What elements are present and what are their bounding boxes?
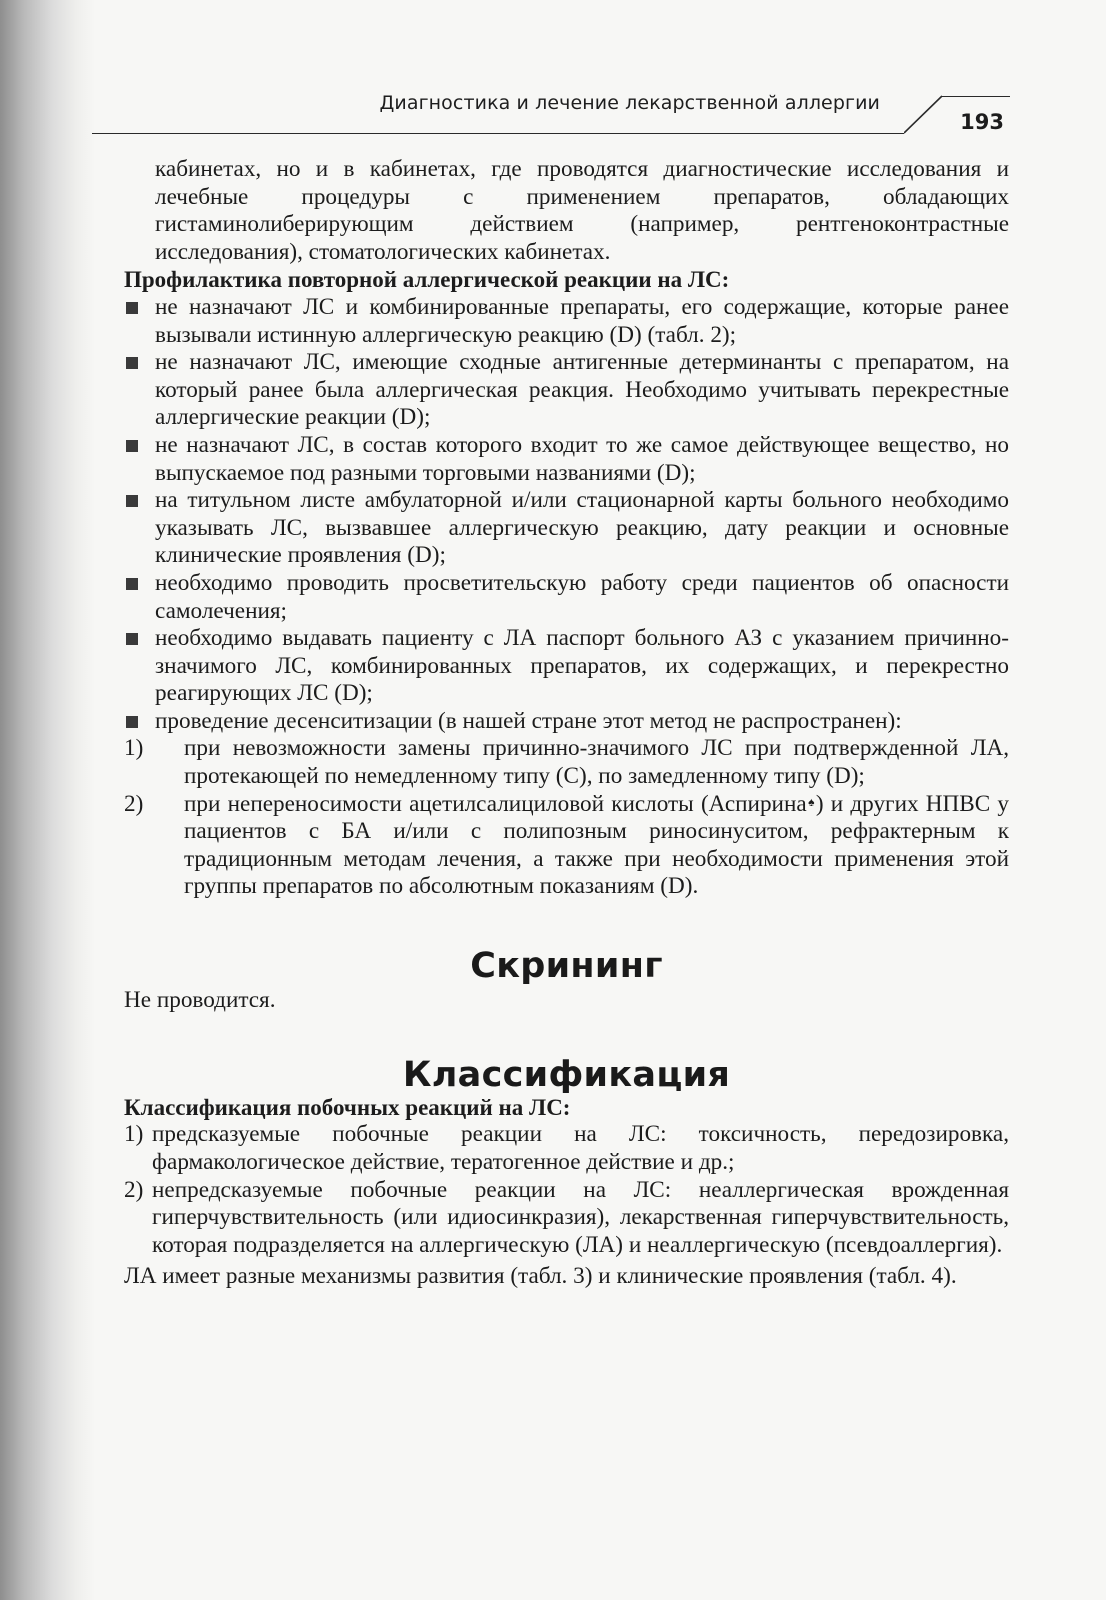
list-item-text: непредсказуемые побочные реакции на ЛС: неаллергическая врожденная гиперчувствительность (или идиосинкразия), лекарственная гиперчувствительность, которая подразделяется на аллергическую (ЛА) и неаллергическую (псевдоаллергия). [152,1176,1009,1258]
list-item [124,791,1009,901]
list-item-text: при невозможности замены причинно-значимого ЛС при подтвержденной ЛА, протекающей по немедленному типу (С), по замедленному типу (D); [184,735,1009,790]
list-item-text: не назначают ЛС и комбинированные препараты, его содержащие, которые ранее вызывали истинную аллергическую реакцию (D) (табл. 2); [155,293,1009,348]
square-bullet-icon [126,302,138,314]
square-bullet-icon [126,440,138,452]
list-item [124,294,1009,349]
list-item [124,432,1009,487]
list-number: 1) [124,1121,144,1148]
header-top-rule [942,96,1010,97]
list-number: 2) [124,790,144,817]
list-item [124,735,1009,790]
list-item-text: на титульном листе амбулаторной и/или стационарной карты больного необходимо указывать ЛС, вызвавшее аллергическую реакцию, дату реакции и основные клинические проявления (D); [155,487,1009,569]
page-number: 193 [960,110,1004,134]
list-item [124,708,1009,736]
classification-subheading: Классификация побочных реакций на ЛС: [124,1094,571,1120]
list-item [124,349,1009,432]
desensitization-list [124,735,1009,901]
prevention-heading: Профилактика повторной аллергической реакции на ЛС: [124,267,730,293]
classification-title: Классификация [402,1055,731,1096]
list-item [124,1121,1009,1176]
classification-closing: ЛА имеет разные механизмы развития (табл. 3) и клинические проявления (табл. 4). [124,1263,957,1290]
list-item-text: предсказуемые побочные реакции на ЛС: токсичность, передозировка, фармакологическое действие, тератогенное действие и др.; [152,1121,1009,1175]
list-item-text: не назначают ЛС, в состав которого входит то же самое действующее вещество, но выпускаемое под разными торговыми названиями (D); [155,431,1009,486]
square-bullet-icon [126,716,138,728]
list-item-text: необходимо выдавать пациенту с ЛА паспорт больного АЗ с указанием причинно-значимого ЛС, комбинированных препаратов, их содержащих, и перекрестно реагирующих ЛС (D); [155,625,1009,707]
list-item-text: при непереносимости ацетилсалициловой кислоты (Аспирина [184,790,807,817]
list-number: 2) [124,1176,144,1203]
list-item-text-continued: ) и других НПВС у пациентов с БА и/или с полипозным риносинуситом, рефрактерным к традиционным методам лечения, а также при необходимости применения этой группы препаратов по абсолютным показаниям (D). [184,790,1009,900]
list-item [124,570,1009,625]
prevention-list [124,294,1009,736]
header-rule [92,133,904,134]
list-item [124,1177,1009,1260]
list-item-text: не назначают ЛС, имеющие сходные антигенные детерминанты с препаратом, на который ранее была аллергическая реакция. Необходимо учитывать перекрестные аллергические реакции (D); [155,349,1009,431]
square-bullet-icon [126,495,138,507]
list-number: 1) [124,735,144,762]
list-item-text: проведение десенситизации (в нашей стране этот метод не распространен): [155,707,902,734]
list-item-text: необходимо проводить просветительскую работу среди пациентов об опасности самолечения; [155,569,1009,624]
square-bullet-icon [126,357,138,369]
intro-paragraph: кабинетах, но и в кабинетах, где проводятся диагностические исследования и лечебные процедуры с применением препаратов, обладающих гистаминолиберирующим действием (например, рентгеноконтрастные исследования), стоматологических кабинетах. [155,156,1009,265]
list-item [124,625,1009,708]
page-content [124,156,1009,1291]
list-item [124,487,1009,570]
square-bullet-icon [126,578,138,590]
running-title: Диагностика и лечение лекарственной аллергии [379,92,880,114]
registered-mark-icon: ♠ [806,794,816,809]
classification-list [124,1121,1009,1259]
header-slash-decoration [904,86,944,134]
screening-text: Не проводится. [124,986,276,1013]
screening-title: Скрининг [470,946,663,987]
running-header [92,86,1010,146]
square-bullet-icon [126,633,138,645]
